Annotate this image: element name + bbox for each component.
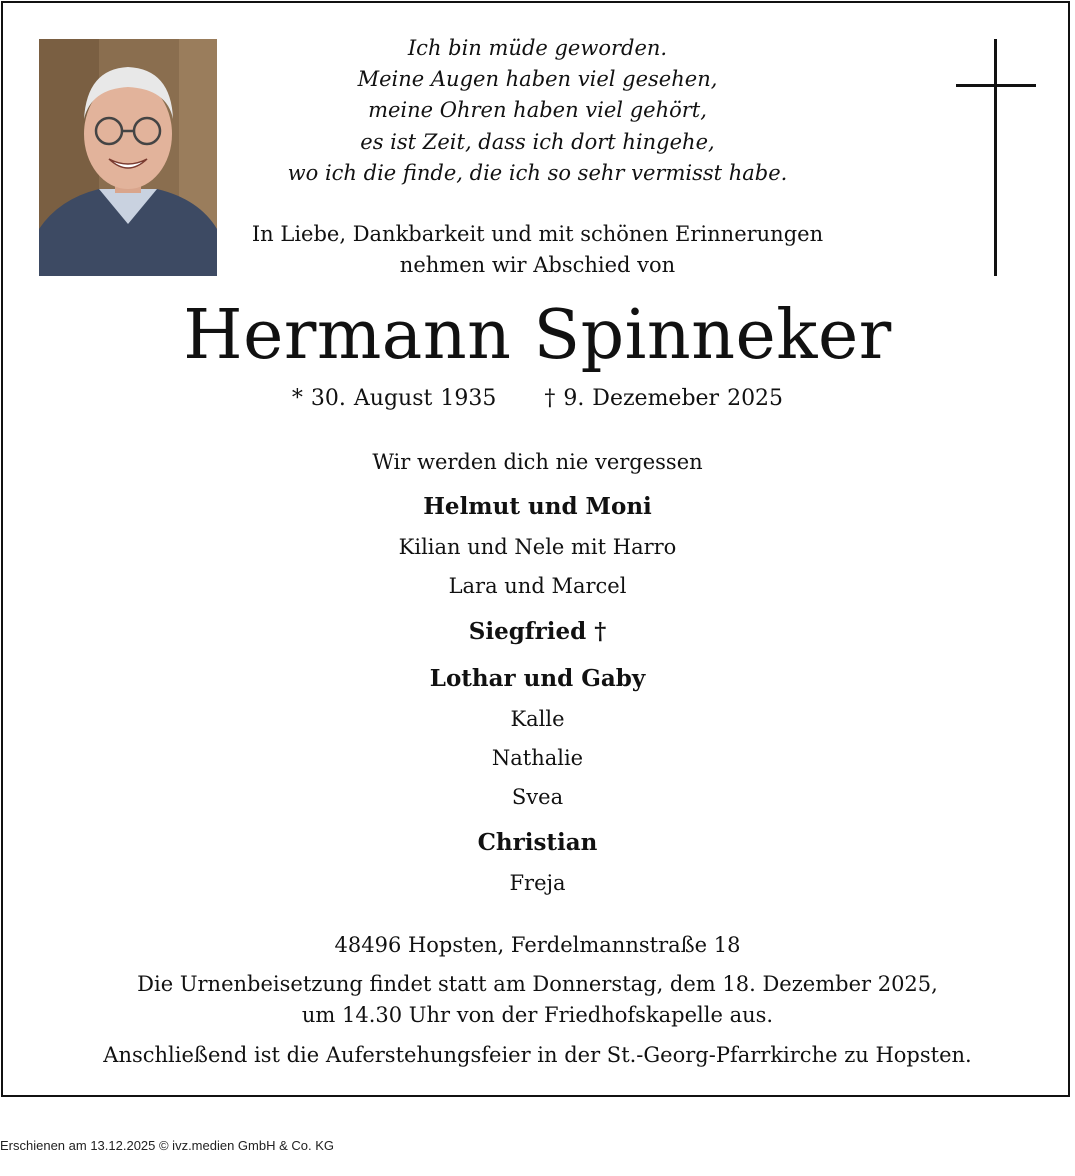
family-name: Siegfried † (468, 618, 607, 645)
deceased-name: Hermann Spinneker (183, 296, 892, 375)
poem-line: es ist Zeit, dass ich dort hingehe, (360, 129, 715, 154)
family-name: Christian (477, 829, 598, 856)
poem-line: meine Ohren haben viel gehört, (368, 98, 707, 123)
poem-line: Meine Augen haben viel gesehen, (357, 67, 718, 92)
death-date: † 9. Dezemeber 2025 (544, 386, 784, 411)
motto: Wir werden dich nie vergessen (372, 450, 703, 474)
burial-info (0, 969, 1075, 1031)
afterwards-info: Anschließend ist die Auferstehungsfeier in der St.-Georg-Pfarrkirche zu Hopsten. (103, 1043, 972, 1067)
burial-line: Die Urnenbeisetzung findet statt am Donnerstag, dem 18. Dezember 2025, (137, 972, 938, 996)
family-name: Nathalie (491, 746, 584, 770)
burial-line: um 14.30 Uhr von der Friedhofskapelle aus. (301, 1003, 774, 1027)
family-name: Svea (511, 785, 564, 809)
family-name: Freja (509, 871, 566, 895)
family-name: Kalle (510, 707, 565, 731)
intro-line: In Liebe, Dankbarkeit und mit schönen Erinnerungen (251, 222, 824, 246)
intro (0, 219, 1075, 281)
life-dates (0, 382, 1075, 416)
intro-line: nehmen wir Abschied von (399, 253, 676, 277)
family-name: Lara und Marcel (448, 574, 627, 598)
family-name: Helmut und Moni (423, 493, 652, 520)
poem-line: Ich bin müde geworden. (407, 36, 668, 60)
publication-footer: Erschienen am 13.12.2025 © ivz.medien GmbH & Co. KG (0, 1138, 335, 1153)
family-name: Lothar und Gaby (429, 665, 646, 692)
family-name: Kilian und Nele mit Harro (398, 535, 677, 559)
poem (0, 33, 1075, 189)
birth-date: * 30. August 1935 (291, 386, 497, 411)
poem-line: wo ich die finde, die ich so sehr vermisst habe. (287, 160, 788, 185)
address: 48496 Hopsten, Ferdelmannstraße 18 (334, 933, 741, 957)
